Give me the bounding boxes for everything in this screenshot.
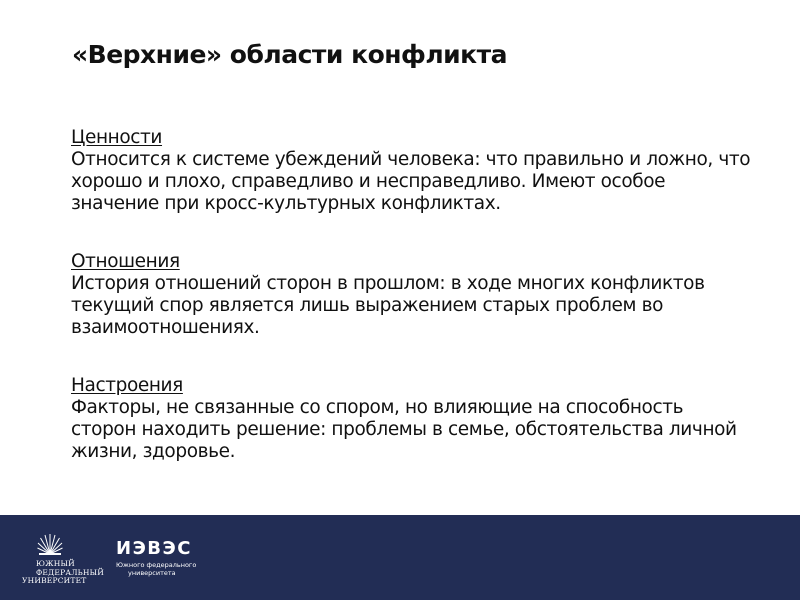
slide-title: «Верхние» области конфликта	[72, 40, 507, 69]
section-body: История отношений сторон в прошлом: в ходе многих конфликтов текущий спор является лишь выражением старых проблем во взаимоотношениях.	[71, 273, 705, 338]
section-heading: Ценности	[71, 127, 163, 148]
section-values	[71, 127, 751, 215]
section-moods	[71, 375, 751, 463]
university-logo-line: ФЕДЕРАЛЬНЫЙ	[36, 567, 104, 577]
university-logo-line: УНИВЕРСИТЕТ	[22, 576, 87, 585]
institute-logo-subtitle-line: университета	[128, 569, 176, 577]
slide-content	[71, 127, 751, 499]
section-heading: Отношения	[71, 251, 180, 272]
footer-bar	[0, 515, 800, 600]
institute-logo-subtitle-line: Южного федерального	[116, 561, 197, 569]
section-heading: Настроения	[71, 375, 183, 396]
institute-logo-subtitle	[116, 561, 226, 577]
institute-logo	[116, 539, 226, 589]
university-logo	[22, 533, 112, 595]
section-body: Относится к системе убеждений человека: что правильно и ложно, что хорошо и плохо, справедливо и несправедливо. Имеют особое значение при кросс-культурных конфликтах.	[71, 149, 751, 214]
sunburst-logo-icon	[37, 533, 63, 555]
institute-logo-name: ИЭВЭС	[116, 538, 192, 559]
university-logo-line: ЮЖНЫЙ	[36, 559, 75, 568]
section-body: Факторы, не связанные со спором, но влияющие на способность сторон находить решение: проблемы в семье, обстоятельства личной жизни, здоровье.	[71, 397, 737, 462]
section-relations	[71, 251, 751, 339]
university-logo-text	[22, 560, 112, 586]
